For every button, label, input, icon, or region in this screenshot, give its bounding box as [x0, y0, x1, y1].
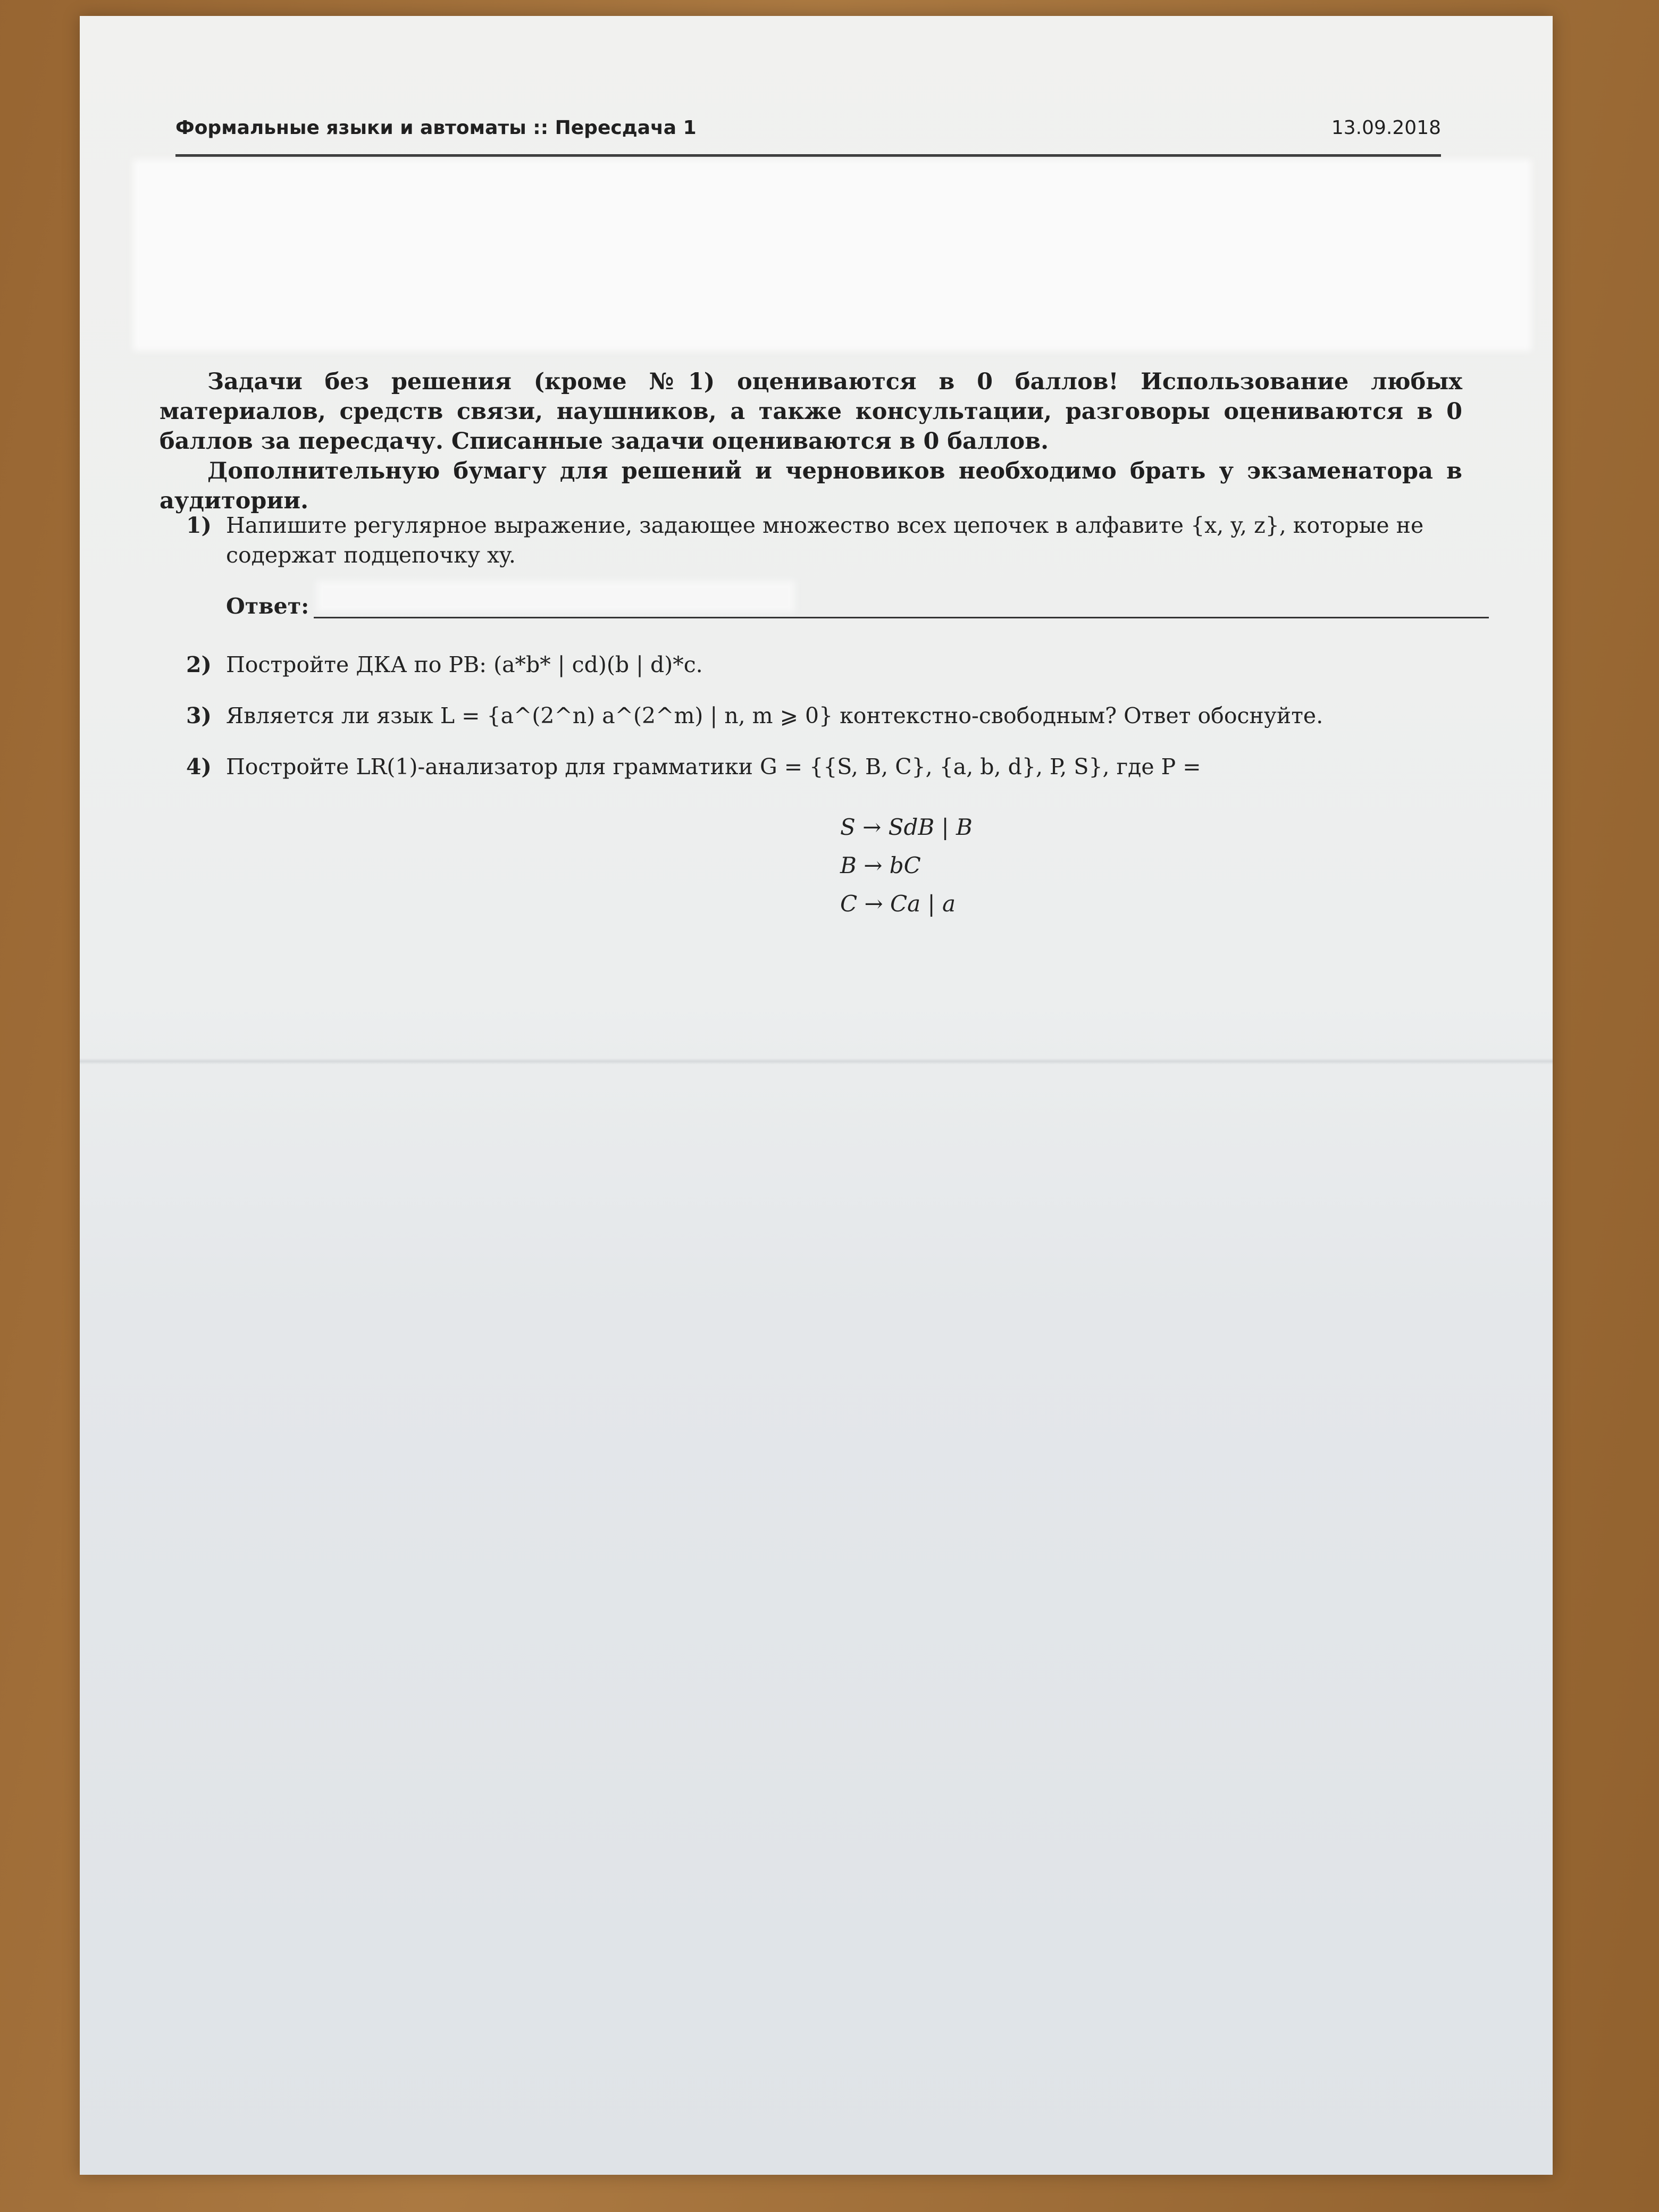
problem-text: Постройте LR(1)-анализатор для грамматики G = {{S, B, C}, {a, b, d}, P, S}, где P =: [226, 754, 1201, 780]
instructions: [160, 367, 1462, 516]
problem-text: Напишите регулярное выражение, задающее множество всех цепочек в алфавите {x, y, z}, которые не содержат подцепочку xy.: [226, 513, 1424, 568]
answer-label: Ответ:: [226, 593, 309, 619]
paper-fold: [80, 1058, 1553, 1065]
grammar-rule-s: S → SdB | B: [840, 814, 973, 840]
problem-list: [186, 510, 1462, 803]
problem-number: 4): [186, 754, 212, 780]
problem-2: [186, 650, 1462, 680]
exam-date: 13.09.2018: [1331, 117, 1441, 139]
problem-3: [186, 701, 1462, 731]
instructions-paper: Дополнительную бумагу для решений и черновиков необходимо брать у экзаменатора в аудитории.: [160, 458, 1462, 514]
problem-number: 2): [186, 652, 212, 677]
problem-text: Является ли язык L = {a^(2^n) a^(2^m) | n, m ⩾ 0} контекстно-свободным? Ответ обоснуйте.: [226, 703, 1323, 728]
grammar-rule-b: B → bC: [840, 852, 921, 878]
course-title: Формальные языки и автоматы :: Пересдача 1: [175, 117, 697, 139]
redacted-area: [133, 160, 1531, 351]
grammar-rule-c: C → Ca | a: [840, 891, 956, 917]
problem-text: Постройте ДКА по РВ: (a*b* | cd)(b | d)*c.: [226, 652, 703, 677]
problem-1: [186, 510, 1462, 570]
problem-4: [186, 752, 1462, 782]
answer-row: [226, 591, 1462, 623]
redacted-answer-area: [316, 581, 795, 613]
exam-sheet: [80, 16, 1553, 2175]
grammar-rules: [840, 808, 973, 923]
instructions-rules: Задачи без решения (кроме №1) оцениваются в 0 баллов! Использование любых материалов, средств связи, наушников, а также консультации, разговоры оцениваются в 0 баллов за пересдачу. Списанные задачи оцениваются в 0 баллов.: [160, 368, 1462, 455]
page-header: [175, 106, 1441, 157]
problem-number: 1): [186, 513, 212, 538]
problem-number: 3): [186, 703, 212, 728]
answer-line: [314, 617, 1489, 618]
